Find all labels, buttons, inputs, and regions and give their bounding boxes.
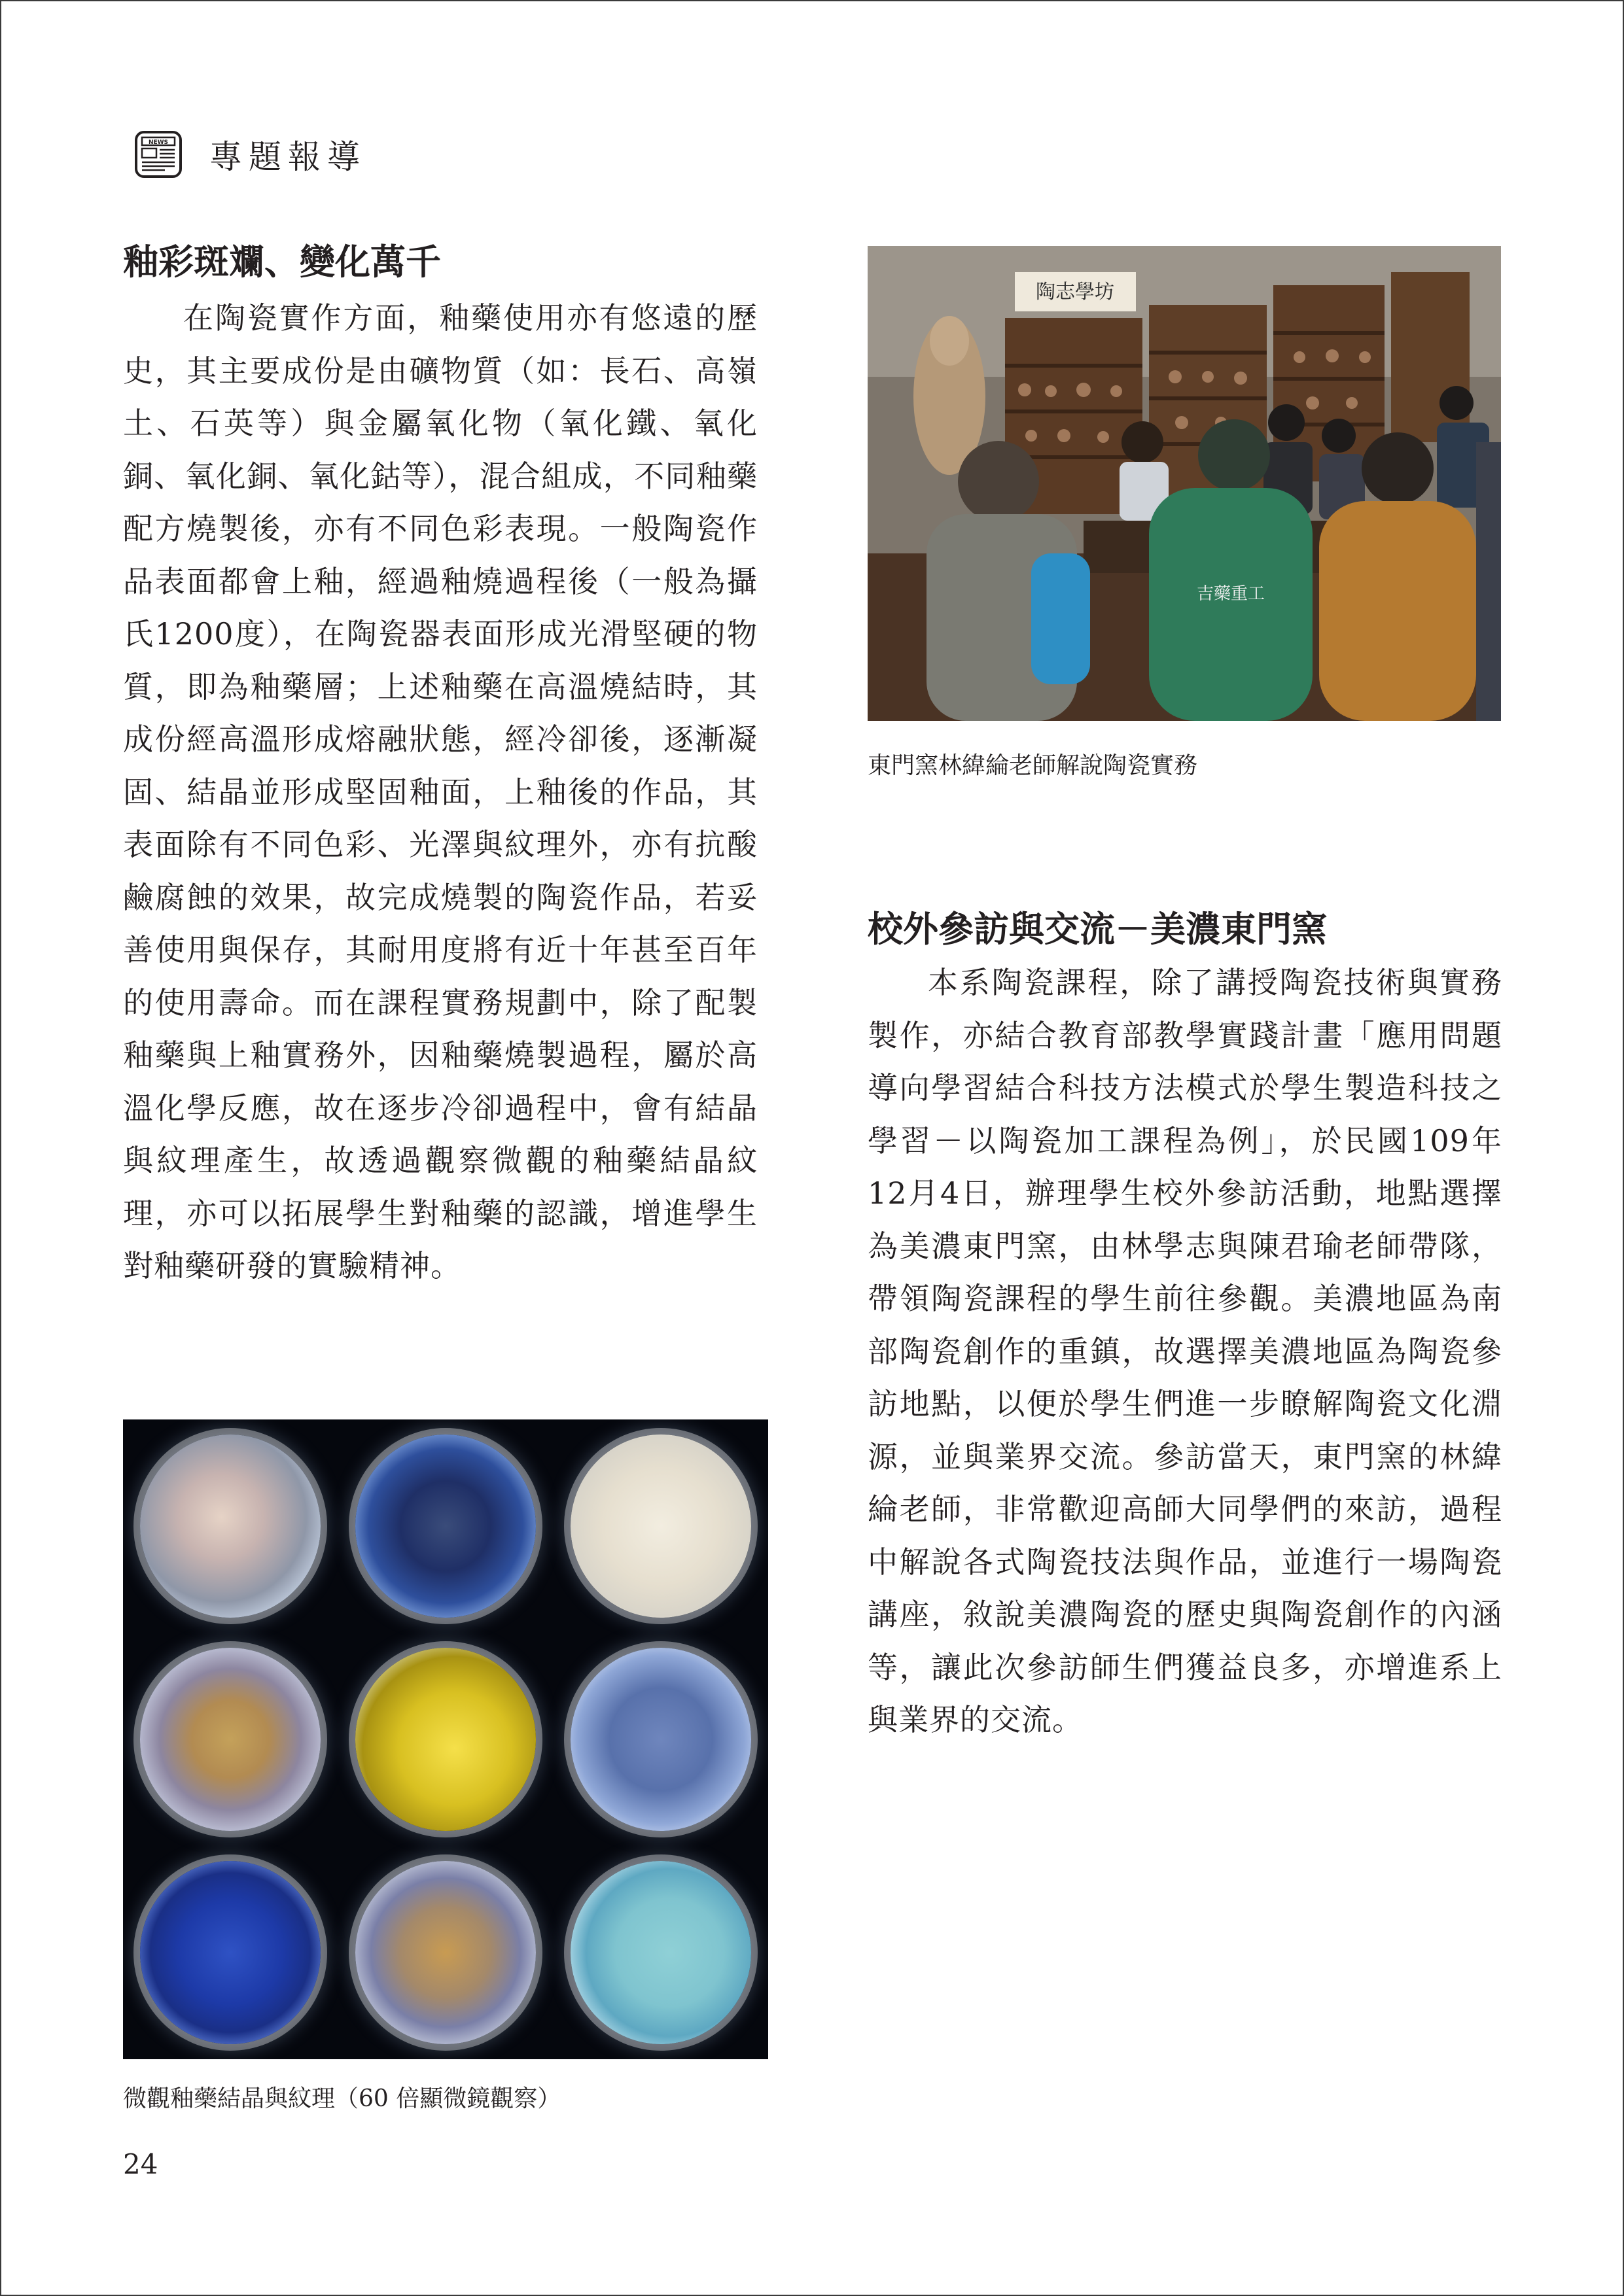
visit-article — [868, 956, 1502, 1747]
news-icon-text: NEWS — [148, 139, 169, 146]
glaze-heading: 釉彩斑斕、變化萬千 — [123, 241, 441, 283]
visit-photo — [868, 246, 1501, 721]
microscope-caption: 微觀釉藥結晶與紋理（60 倍顯微鏡觀察） — [123, 2085, 561, 2112]
visit-caption: 東門窯林緯綸老師解說陶瓷實務 — [868, 752, 1198, 779]
visit-paragraph: 本系陶瓷課程，除了講授陶瓷技術與實務製作，亦結合教育部教學實踐計畫「應用問題導向學習結合科技方法模式於學生製造科技之學習－以陶瓷加工課程為例」，於民國109年12月4日，辦理學生校外參訪活動，地點選擇為美濃東門窯，由林學志與陳君瑜老師帶隊，帶領陶瓷課程的學生前往參觀。美濃地區為南部陶瓷創作的重鎮，故選擇美濃地區為陶瓷參訪地點，以便於學生們進一步瞭解陶瓷文化淵源，並與業界交流。參訪當天，東門窯的林緯綸老師，非常歡迎高師大同學們的來訪，過程中解說各式陶瓷技法與作品，並進行一場陶瓷講座，敘說美濃陶瓷的歷史與陶瓷創作的內涵等，讓此次參訪師生們獲益良多，亦增進系上與業界的交流。 — [868, 965, 1502, 1737]
visit-heading: 校外參訪與交流－美濃東門窯 — [868, 908, 1327, 950]
micro-sample-1 — [123, 1419, 338, 1633]
micro-sample-8 — [338, 1846, 554, 2059]
page-number: 24 — [123, 2148, 158, 2180]
glaze-paragraph: 在陶瓷實作方面，釉藥使用亦有悠遠的歷史，其主要成份是由礦物質（如：長石、高嶺土、石英等）與金屬氧化物（氧化鐵、氧化銅、氧化銅、氧化鈷等），混合組成，不同釉藥配方燒製後，亦有不同色彩表現。一般陶瓷作品表面都會上釉，經過釉燒過程後（一般為攝氏1200度），在陶瓷器表面形成光滑堅硬的物質，即為釉藥層；上述釉藥在高溫燒結時，其成份經高溫形成熔融狀態，經冷卻後，逐漸凝固、結晶並形成堅固釉面，上釉後的作品，其表面除有不同色彩、光澤與紋理外，亦有抗酸鹼腐蝕的效果，故完成燒製的陶瓷作品，若妥善使用與保存，其耐用度將有近十年甚至百年的使用壽命。而在課程實務規劃中，除了配製釉藥與上釉實務外，因釉藥燒製過程，屬於高溫化學反應，故在逐步冷卻過程中，會有結晶與紋理產生，故透過觀察微觀的釉藥結晶紋理，亦可以拓展學生對釉藥的認識，增進學生對釉藥研發的實驗精神。 — [123, 300, 758, 1283]
microscope-photo — [123, 1419, 768, 2059]
section-title: 專題報導 — [209, 138, 366, 176]
micro-sample-9 — [553, 1846, 768, 2059]
calligraphy-sign-text: 陶志學坊 — [1036, 281, 1114, 304]
newspaper-icon — [132, 128, 185, 181]
micro-sample-6 — [553, 1633, 768, 1846]
micro-sample-3 — [553, 1419, 768, 1633]
section-header — [132, 128, 366, 181]
micro-sample-7 — [123, 1846, 338, 2059]
micro-sample-5 — [338, 1633, 554, 1846]
glaze-article — [123, 292, 758, 1293]
hoodie-text: 吉藥重工 — [1196, 584, 1265, 604]
micro-sample-4 — [123, 1633, 338, 1846]
micro-sample-2 — [338, 1419, 554, 1633]
